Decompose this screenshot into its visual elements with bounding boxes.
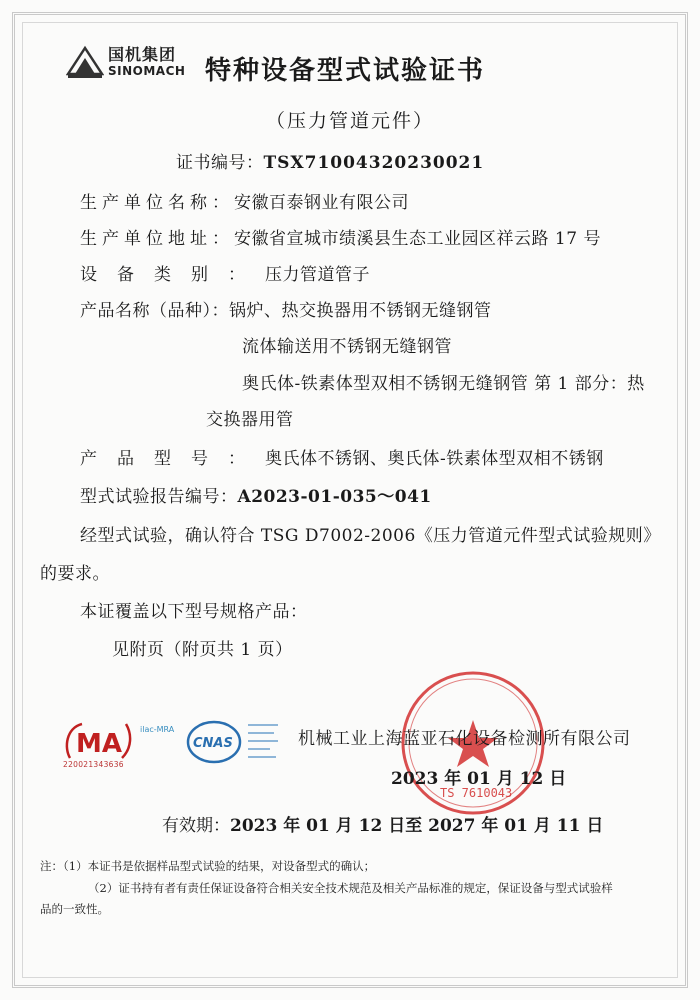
manufacturer-label: 生产单位名称：	[80, 193, 234, 213]
statement-line-1: 经型式试验，确认符合 TSG D7002-2006《压力管道元件型式试验规则》	[80, 526, 661, 546]
logo-en-text: SINOMACH	[108, 64, 186, 78]
validity-row	[162, 811, 603, 836]
issue-date: 2023 年 01 月 12 日	[391, 769, 567, 789]
statement-line-2: 的要求。	[40, 564, 110, 584]
product-name-row	[80, 296, 492, 321]
address-label: 生产单位地址：	[80, 229, 234, 249]
note-line-3: 品的一致性。	[40, 902, 109, 916]
manufacturer-row	[80, 188, 409, 213]
cnas-mark-icon	[186, 718, 242, 766]
appendix-text: 见附页（附页共 1 页）	[112, 640, 293, 660]
logo-cn-text: 国机集团	[108, 45, 177, 64]
cma-mark-icon	[62, 718, 134, 764]
product-name-line-3: 奥氏体-铁素体型双相不锈钢无缝钢管 第 1 部分：热	[242, 374, 645, 394]
model-value: 奥氏体不锈钢、奥氏体-铁素体型双相不锈钢	[265, 449, 604, 469]
report-no-label: 型式试验报告编号：	[80, 487, 238, 507]
product-name-line-4: 交换器用管	[206, 410, 294, 430]
validity-label: 有效期：	[162, 816, 230, 836]
category-row	[80, 260, 370, 285]
cert-no-value: TSX71004320230021	[263, 153, 485, 173]
report-no-row	[80, 482, 432, 507]
category-value: 压力管道管子	[265, 265, 370, 285]
address-row	[80, 224, 601, 249]
cnas-accreditation-icon	[246, 720, 282, 764]
cma-number: 220021343636	[63, 760, 124, 769]
product-name-line-1: 锅炉、热交换器用不锈钢无缝钢管	[229, 301, 492, 321]
note-line-1: 注：（1）本证书是依据样品型式试验的结果，对设备型式的确认；	[40, 859, 376, 873]
category-label: 设备类别：	[80, 265, 265, 285]
certificate-subtitle: （压力管道元件）	[265, 110, 434, 132]
manufacturer-value: 安徽百泰钢业有限公司	[234, 193, 409, 213]
validity-value: 2023 年 01 月 12 日至 2027 年 01 月 11 日	[230, 816, 604, 836]
product-name-line-2: 流体输送用不锈钢无缝钢管	[242, 337, 452, 357]
sinomach-mark-icon	[66, 44, 104, 80]
stamp-number: TS 7610043	[440, 786, 513, 800]
cnas-text: CNAS	[193, 736, 233, 751]
note-line-2: （2）证书持有者有责任保证设备符合相关安全技术规范及相关产品标准的规定，保证设备与型式试验样	[88, 881, 613, 895]
cert-no-label: 证书编号：	[176, 153, 264, 173]
product-name-label: 产品名称（品种）：	[80, 301, 229, 321]
model-label: 产品型号：	[80, 449, 265, 469]
ilac-mark-icon: ilac-MRA	[140, 725, 175, 734]
address-value: 安徽省宣城市绩溪县生态工业园区祥云路 17 号	[234, 229, 601, 249]
model-row	[80, 444, 604, 469]
certificate-title: 特种设备型式试验证书	[205, 56, 486, 86]
report-no-value: A2023-01-035～041	[237, 487, 432, 507]
issuer-name: 机械工业上海蓝亚石化设备检测所有限公司	[298, 729, 631, 749]
sinomach-logo	[66, 42, 196, 86]
coverage-text: 本证覆盖以下型号规格产品：	[80, 602, 308, 622]
cert-no-row	[176, 148, 484, 173]
svg-text:MA: MA	[76, 729, 122, 759]
